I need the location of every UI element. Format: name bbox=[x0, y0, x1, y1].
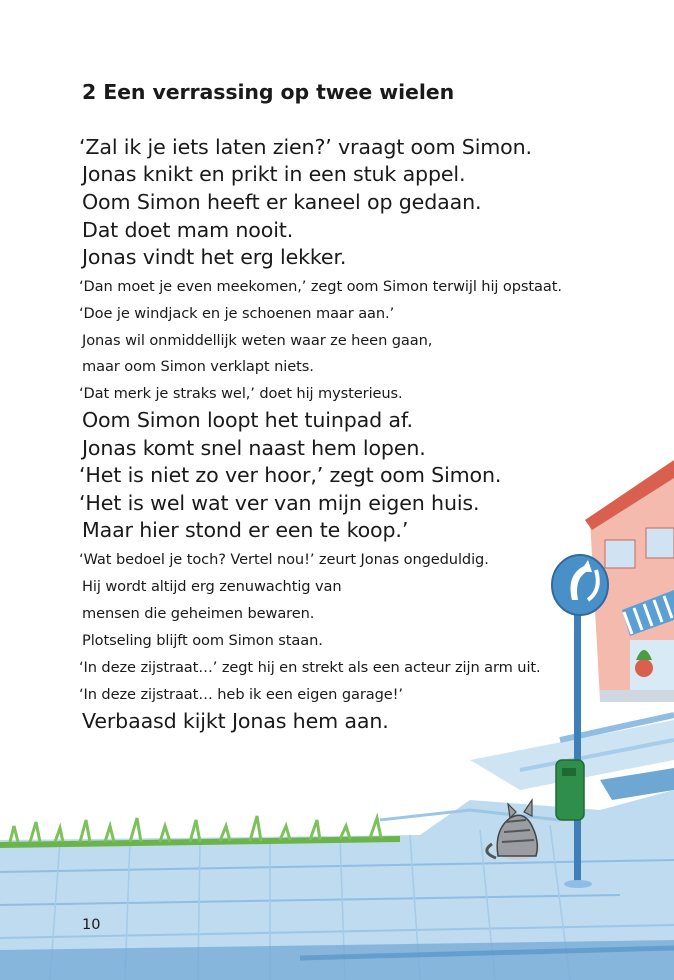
text-line: Jonas knikt en prikt in een stuk appel. bbox=[82, 162, 466, 186]
text-line: Jonas komt snel naast hem lopen. bbox=[82, 436, 426, 460]
chapter-title: 2 Een verrassing op twee wielen bbox=[82, 80, 455, 104]
text-line: Dat doet mam nooit. bbox=[82, 218, 294, 242]
text-line: Jonas wil onmiddellijk weten waar ze heen gaan, bbox=[82, 332, 433, 349]
text-line: ‘In deze zijstraat…’ zegt hij en strekt als een acteur zijn arm uit. bbox=[79, 659, 541, 676]
text-line: ‘Het is wel wat ver van mijn eigen huis. bbox=[79, 491, 480, 515]
text-line: Oom Simon heeft er kaneel op gedaan. bbox=[82, 190, 482, 214]
text-line: Plotseling blijft oom Simon staan. bbox=[82, 632, 323, 649]
text-line: mensen die geheimen bewaren. bbox=[82, 605, 315, 622]
text-line: ‘Zal ik je iets laten zien?’ vraagt oom Simon. bbox=[79, 135, 532, 159]
text-line: Maar hier stond er een te koop.’ bbox=[82, 518, 409, 542]
text-line: ‘Wat bedoel je toch? Vertel nou!’ zeurt Jonas ongeduldig. bbox=[79, 551, 489, 568]
text-line: Hij wordt altijd erg zenuwachtig van bbox=[82, 578, 342, 595]
text-line: ‘In deze zijstraat… heb ik een eigen garage!’ bbox=[79, 686, 403, 703]
text-line: maar oom Simon verklapt niets. bbox=[82, 358, 314, 375]
text-line: Jonas vindt het erg lekker. bbox=[82, 245, 347, 269]
text-line: ‘Dat merk je straks wel,’ doet hij mysterieus. bbox=[79, 385, 403, 402]
text-line: Verbaasd kijkt Jonas hem aan. bbox=[82, 709, 389, 733]
green-bin bbox=[556, 760, 584, 820]
text-line: ‘Het is niet zo ver hoor,’ zegt oom Simon. bbox=[79, 463, 502, 487]
text-line: ‘Doe je windjack en je schoenen maar aan.’ bbox=[79, 305, 395, 322]
page-number: 10 bbox=[82, 917, 101, 933]
text-line: ‘Dan moet je even meekomen,’ zegt oom Simon terwijl hij opstaat. bbox=[79, 278, 562, 295]
text-line: Oom Simon loopt het tuinpad af. bbox=[82, 408, 413, 432]
